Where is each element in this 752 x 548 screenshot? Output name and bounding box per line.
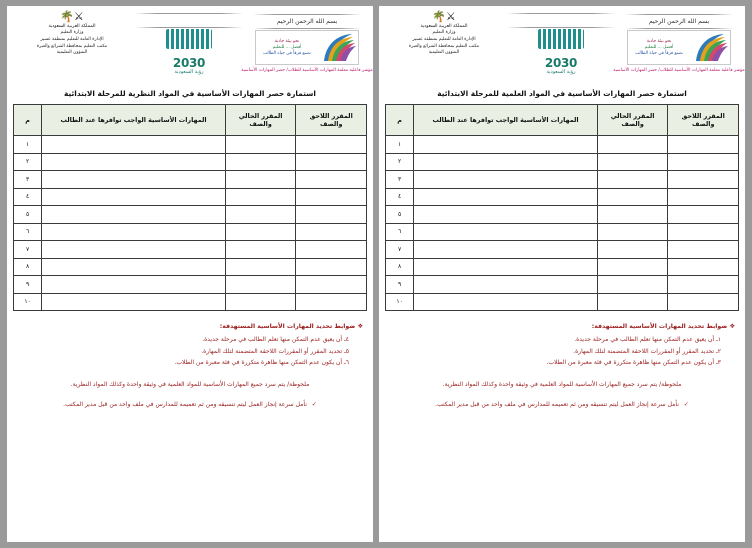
cell-next-course[interactable] <box>296 206 367 224</box>
cell-current-course[interactable] <box>225 136 296 154</box>
cell-row-number: ٣ <box>14 171 42 189</box>
page-title-2: استمارة حصر المهارات الأساسية في المواد النظرية للمرحلة الابتدائية <box>64 89 316 98</box>
cell-current-course[interactable] <box>225 276 296 294</box>
cell-skill[interactable] <box>42 153 226 171</box>
note-check-line-2 <box>17 401 363 408</box>
cell-skill[interactable] <box>42 241 226 259</box>
school-logo-swoosh <box>692 31 730 64</box>
note-item-0-2: ٤ـ أن يعيق عدم التمكن منها تعلم الطالب في مرحلة جديدة. <box>202 336 349 343</box>
cell-next-course[interactable] <box>668 188 739 206</box>
cell-skill[interactable] <box>42 171 226 189</box>
skills-table <box>385 104 739 311</box>
cell-current-course[interactable] <box>597 171 668 189</box>
cell-row-number: ٣ <box>386 171 414 189</box>
table-row <box>14 171 367 189</box>
cell-current-course[interactable] <box>597 188 668 206</box>
cell-next-course[interactable] <box>668 223 739 241</box>
notes-section <box>385 323 739 408</box>
ministry-line-3-2: الشؤون التعليمية <box>56 50 88 56</box>
cell-row-number: ٧ <box>14 241 42 259</box>
cell-current-course[interactable] <box>225 206 296 224</box>
cell-next-course[interactable] <box>296 241 367 259</box>
ministry-line-2-2: مكتب التعليم بمحافظة الشرائع والعبرة <box>36 43 108 49</box>
col-header-next: المقرر اللاحق والصف <box>668 105 739 136</box>
cell-next-course[interactable] <box>296 223 367 241</box>
cell-row-number: ٤ <box>14 188 42 206</box>
cell-skill[interactable] <box>42 276 226 294</box>
header-school-logo-block-2 <box>241 11 373 73</box>
cell-row-number: ٩ <box>386 276 414 294</box>
document-page-1 <box>379 6 745 542</box>
col-header-skill-2: المهارات الأساسية الواجب توافرها عند الطالب <box>42 105 226 136</box>
cell-current-course[interactable] <box>225 171 296 189</box>
note-check-line <box>389 401 735 408</box>
ministry-line-0: وزارة التعليم <box>432 30 456 36</box>
cell-next-course[interactable] <box>668 171 739 189</box>
cell-next-course[interactable] <box>296 136 367 154</box>
cell-skill[interactable] <box>42 136 226 154</box>
table-row <box>386 293 739 311</box>
cell-skill[interactable] <box>414 258 598 276</box>
cell-skill[interactable] <box>414 276 598 294</box>
school-logo-text <box>628 39 692 56</box>
table-row <box>14 136 367 154</box>
cell-skill[interactable] <box>414 136 598 154</box>
cell-current-course[interactable] <box>597 136 668 154</box>
notes-heading-text: ضوابط تحديد المهارات الأساسية المستهدفة: <box>591 323 728 330</box>
partner-logo-icon <box>538 29 584 49</box>
cell-current-course[interactable] <box>597 206 668 224</box>
note-remark: ملحوظة/ يتم سرد جميع المهارات الأساسية للمواد العلمية في وثيقة واحدة وكذلك المواد النظرية. <box>442 381 682 389</box>
cell-skill[interactable] <box>414 188 598 206</box>
table-body-1 <box>386 136 739 311</box>
table-body-2 <box>14 136 367 311</box>
basmala-ornament <box>625 13 733 30</box>
cell-current-course[interactable] <box>597 223 668 241</box>
cell-next-course[interactable] <box>296 276 367 294</box>
table-row <box>386 206 739 224</box>
cell-current-course[interactable] <box>597 293 668 311</box>
cell-row-number: ٩ <box>14 276 42 294</box>
cell-next-course[interactable] <box>668 241 739 259</box>
cell-row-number: ٧ <box>386 241 414 259</box>
table-row <box>386 188 739 206</box>
cell-current-course[interactable] <box>597 276 668 294</box>
cell-row-number: ٤ <box>386 188 414 206</box>
table-row <box>14 223 367 241</box>
col-header-no: م <box>386 105 414 136</box>
cell-skill[interactable] <box>42 188 226 206</box>
table-row <box>386 276 739 294</box>
cell-next-course[interactable] <box>668 293 739 311</box>
ministry-line-2: مكتب التعليم بمحافظة الشرائع والعبرة <box>408 43 480 49</box>
col-header-no-2: م <box>14 105 42 136</box>
cell-current-course[interactable] <box>225 223 296 241</box>
school-logo-line2: أفضل ... للتعليم <box>644 45 674 50</box>
cell-next-course[interactable] <box>668 136 739 154</box>
ministry-emblem-text: المملكة العربية السعودية <box>420 24 468 29</box>
vision-number: 2030 <box>544 56 578 70</box>
center-ornament <box>507 12 615 29</box>
cell-next-course[interactable] <box>668 206 739 224</box>
notes-bullet-icon-2: ❖ <box>357 323 363 330</box>
cell-row-number: ١ <box>386 136 414 154</box>
saudi-emblem-icon-2: ⚔🌴 <box>60 10 84 23</box>
ministry-line-1: الإدارة العامة للتعليم بمنطقة عسير <box>412 36 476 42</box>
check-icon: ✓ <box>683 401 689 409</box>
col-header-skill: المهارات الأساسية الواجب توافرها عند الطالب <box>414 105 598 136</box>
table-row <box>14 293 367 311</box>
cell-current-course[interactable] <box>225 188 296 206</box>
notes-section-2 <box>13 323 367 408</box>
col-header-current: المقرر الحالي والصف <box>597 105 668 136</box>
cell-next-course[interactable] <box>668 258 739 276</box>
cell-current-course[interactable] <box>225 241 296 259</box>
school-logo-text-2 <box>256 39 320 56</box>
col-header-next-2: المقرر اللاحق والصف <box>296 105 367 136</box>
header-pink-note-2: مؤشر فاعلية معلمة المهارات الأساسية للطلاب/ حصر المهارات الأساسية <box>241 68 373 73</box>
cell-current-course[interactable] <box>597 241 668 259</box>
cell-next-course[interactable] <box>668 153 739 171</box>
cell-current-course[interactable] <box>597 153 668 171</box>
cell-skill[interactable] <box>414 206 598 224</box>
cell-skill[interactable] <box>42 223 226 241</box>
table-row <box>14 258 367 276</box>
table-row <box>386 153 739 171</box>
cell-skill[interactable] <box>414 223 598 241</box>
school-logo <box>627 30 731 65</box>
table-row <box>386 241 739 259</box>
note-item-1-2: ٥ـ تحديد المقرر أو المقررات اللاحقة المتضمنة لتلك المهارة. <box>201 347 349 355</box>
cell-row-number: ٢ <box>14 153 42 171</box>
cell-row-number: ٨ <box>386 258 414 276</box>
cell-row-number: ٥ <box>386 206 414 224</box>
notes-heading <box>389 323 735 330</box>
cell-skill[interactable] <box>42 258 226 276</box>
table-row <box>386 136 739 154</box>
ministry-emblem-text-2: المملكة العربية السعودية <box>48 24 96 29</box>
cell-row-number: ١٠ <box>386 293 414 311</box>
notes-heading-2 <box>17 323 363 330</box>
cell-skill[interactable] <box>414 153 598 171</box>
vision-2030-logo-2 <box>160 53 218 79</box>
vision-2030-logo <box>532 53 590 79</box>
ministry-line-3: الشؤون التعليمية <box>428 50 460 56</box>
cell-current-course[interactable] <box>225 258 296 276</box>
cell-row-number: ٦ <box>14 223 42 241</box>
note-remark-2: ملحوظة/ يتم سرد جميع المهارات الأساسية للمواد العلمية في وثيقة واحدة وكذلك المواد النظرية. <box>70 381 310 389</box>
page-title-wrap <box>385 85 739 104</box>
saudi-emblem-icon: ⚔🌴 <box>432 10 456 23</box>
basmala-text: بسم الله الرحمن الرحيم <box>648 18 710 25</box>
cell-skill[interactable] <box>414 293 598 311</box>
school-logo-line3: نصنع فرقاً في حياة الطالب <box>635 51 683 56</box>
cell-row-number: ٥ <box>14 206 42 224</box>
vision-number-2: 2030 <box>172 56 206 70</box>
table-row <box>386 171 739 189</box>
cell-skill[interactable] <box>42 206 226 224</box>
cell-current-course[interactable] <box>597 258 668 276</box>
cell-row-number: ١٠ <box>14 293 42 311</box>
basmala-text-2: بسم الله الرحمن الرحيم <box>276 18 338 25</box>
page-header <box>385 10 745 85</box>
cell-current-course[interactable] <box>225 293 296 311</box>
table-header-row-2 <box>14 105 367 136</box>
vision-label-2: رؤية السعودية <box>174 69 204 75</box>
school-logo-2 <box>255 30 359 65</box>
header-center-block-2 <box>134 11 244 79</box>
note-item-1: ٢ـ تحديد المقرر أو المقررات اللاحقة المتضمنة لتلك المهارة. <box>573 347 721 355</box>
cell-skill[interactable] <box>414 241 598 259</box>
table-header-row <box>386 105 739 136</box>
page-title: استمارة حصر المهارات الأساسية في المواد العلمية للمرحلة الابتدائية <box>437 89 687 98</box>
cell-next-course[interactable] <box>296 153 367 171</box>
notes-bullet-icon: ❖ <box>729 323 735 330</box>
school-logo-line3-2: نصنع فرقاً في حياة الطالب <box>263 51 311 56</box>
cell-next-course[interactable] <box>296 258 367 276</box>
cell-skill[interactable] <box>42 293 226 311</box>
page-header-2 <box>13 10 373 85</box>
school-logo-swoosh-2 <box>320 31 358 64</box>
cell-row-number: ٨ <box>14 258 42 276</box>
table-row <box>14 206 367 224</box>
header-center-block <box>506 11 616 79</box>
ministry-line-1-2: الإدارة العامة للتعليم بمنطقة عسير <box>40 36 104 42</box>
table-row <box>386 258 739 276</box>
notes-heading-text-2: ضوابط تحديد المهارات الأساسية المستهدفة: <box>219 323 356 330</box>
cell-row-number: ١ <box>14 136 42 154</box>
col-header-current-2: المقرر الحالي والصف <box>225 105 296 136</box>
skills-table-2 <box>13 104 367 311</box>
table-row <box>14 241 367 259</box>
table-row <box>14 153 367 171</box>
cell-next-course[interactable] <box>296 171 367 189</box>
table-row <box>386 223 739 241</box>
cell-next-course[interactable] <box>296 293 367 311</box>
header-ministry-block-2 <box>13 11 131 57</box>
cell-row-number: ٦ <box>386 223 414 241</box>
note-item-2-2: ٦ـ أن يكون عدم التمكن منها ظاهرة متكررة في فئة معبرة من الطلاب. <box>174 359 349 367</box>
cell-skill[interactable] <box>414 171 598 189</box>
header-school-logo-block <box>613 11 745 73</box>
table-row <box>14 276 367 294</box>
center-ornament-2 <box>135 12 243 29</box>
table-row <box>14 188 367 206</box>
cell-row-number: ٢ <box>386 153 414 171</box>
ministry-line-0-2: وزارة التعليم <box>60 30 84 36</box>
note-check-text: نأمل سرعة إنجاز العمل ليتم تنسيقه ومن ثم تعميمه للمدارس في ملف واحد من قبل مدير المكتب. <box>435 401 679 409</box>
vision-label: رؤية السعودية <box>546 69 576 75</box>
school-logo-line1-2: نحو بيئة جاذبة <box>274 39 300 44</box>
note-check-text-2: نأمل سرعة إنجاز العمل ليتم تنسيقه ومن ثم تعميمه للمدارس في ملف واحد من قبل مدير المكتب. <box>63 401 307 409</box>
header-ministry-block <box>385 11 503 57</box>
note-item-0: ١ـ أن يعيق عدم التمكن منها تعلم الطالب في مرحلة جديدة. <box>574 336 721 343</box>
page-title-wrap-2 <box>13 85 367 104</box>
check-icon-2: ✓ <box>311 401 317 409</box>
document-page-2 <box>7 6 373 542</box>
school-logo-line2-2: أفضل ... للتعليم <box>272 45 302 50</box>
cell-next-course[interactable] <box>296 188 367 206</box>
header-pink-note: مؤشر فاعلية معلمة المهارات الأساسية للطلاب/ حصر المهارات الأساسية <box>613 68 745 73</box>
cell-current-course[interactable] <box>225 153 296 171</box>
school-logo-line1: نحو بيئة جاذبة <box>646 39 672 44</box>
partner-logo-icon-2 <box>166 29 212 49</box>
note-item-2: ٣ـ أن يكون عدم التمكن منها ظاهرة متكررة في فئة معبرة من الطلاب. <box>546 359 721 367</box>
cell-next-course[interactable] <box>668 276 739 294</box>
basmala-ornament-2 <box>253 13 361 30</box>
